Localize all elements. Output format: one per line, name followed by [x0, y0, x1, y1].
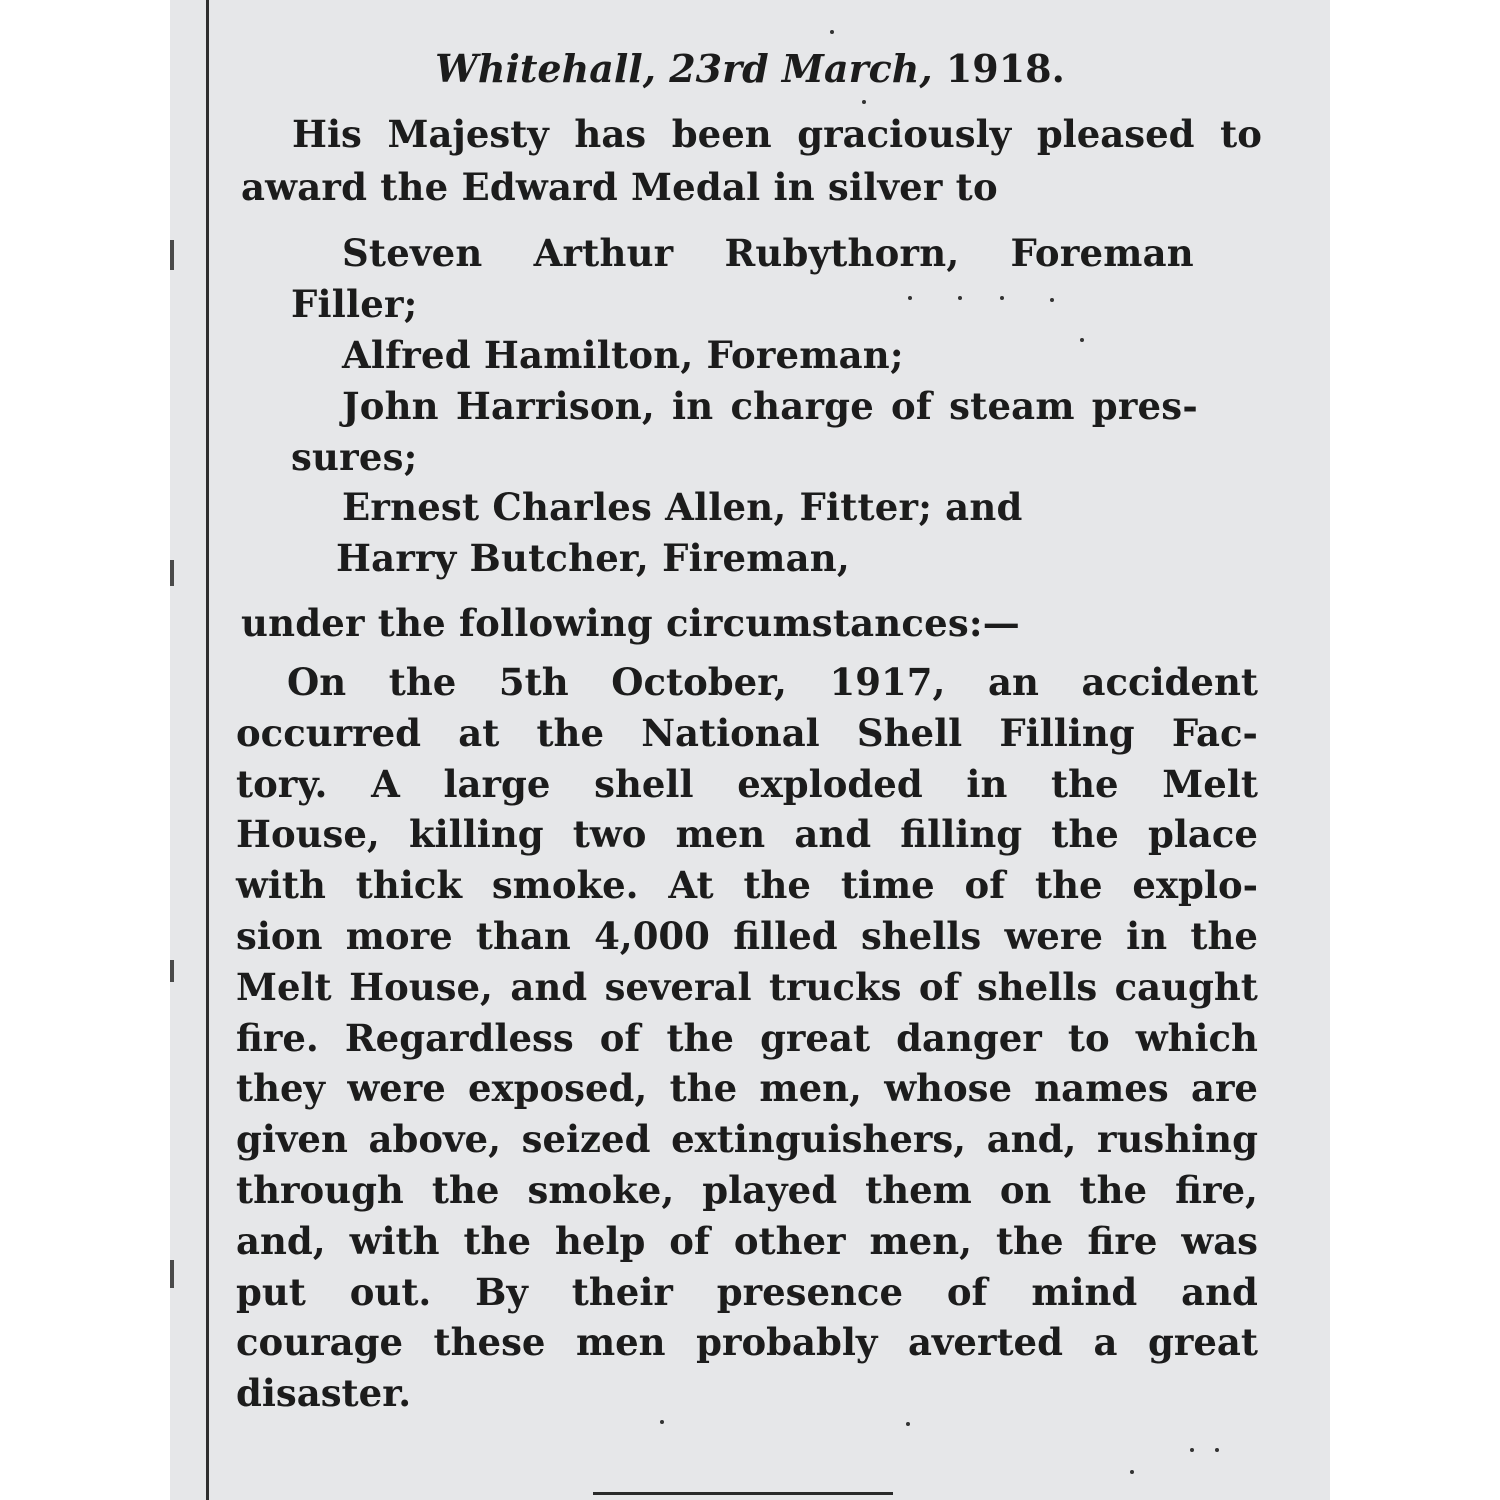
speck	[1080, 338, 1084, 342]
recipient-3: John Harrison, in charge of steam pres-	[342, 384, 1198, 428]
body-line: On the 5th October, 1917, an accident	[287, 660, 1258, 704]
scan-mark	[170, 560, 174, 586]
speck	[830, 30, 834, 34]
body-line: they were exposed, the men, whose names are	[236, 1066, 1258, 1111]
body-line: Melt House, and several trucks of shells caught	[236, 964, 1258, 1009]
speck	[1130, 1470, 1134, 1474]
body-line: with thick smoke. At the time of the explo-	[236, 863, 1258, 908]
speck	[1050, 298, 1054, 302]
intro-line-2: award the Edward Medal in silver to	[241, 165, 998, 209]
speck	[908, 296, 912, 300]
body-line: given above, seized extinguishers, and, rushing	[236, 1117, 1258, 1162]
body-line: courage these men probably averted a great	[236, 1320, 1258, 1365]
speck	[1000, 296, 1004, 300]
recipient-2: Alfred Hamilton, Foreman;	[342, 333, 904, 377]
speck	[906, 1422, 910, 1426]
speck	[862, 100, 866, 104]
recipient-3-cont: sures;	[291, 435, 418, 479]
circumstances-line: under the following circumstances:—	[241, 601, 1020, 645]
speck	[1190, 1448, 1194, 1452]
recipient-4: Ernest Charles Allen, Fitter; and	[342, 485, 1023, 529]
scan-mark	[170, 960, 174, 982]
column-rule	[206, 0, 209, 1500]
speck	[1215, 1448, 1219, 1452]
intro-line-1: His Majesty has been graciously pleased to	[292, 112, 1262, 156]
body-line: through the smoke, played them on the fire,	[236, 1168, 1258, 1212]
scan-mark	[170, 240, 174, 270]
dateline-date: 23rd March,	[669, 46, 933, 91]
speck	[958, 296, 962, 300]
body-line: disaster.	[236, 1371, 412, 1416]
dateline-year: 1918.	[945, 46, 1065, 91]
body-line: House, killing two men and filling the place	[236, 812, 1258, 857]
recipient-1-cont: Filler;	[291, 282, 418, 326]
body-line: and, with the help of other men, the fire was	[236, 1218, 1258, 1263]
bottom-rule	[593, 1492, 893, 1495]
recipient-5: Harry Butcher, Fireman,	[336, 536, 850, 580]
body-line: tory. A large shell exploded in the Melt	[236, 761, 1258, 806]
dateline-place: Whitehall,	[435, 46, 656, 91]
scan-mark	[170, 1260, 174, 1288]
body-line: occurred at the National Shell Filling Fac-	[236, 710, 1258, 755]
speck	[660, 1420, 664, 1424]
body-line: put out. By their presence of mind and	[236, 1269, 1258, 1314]
body-line: sion more than 4,000 filled shells were in the	[236, 914, 1258, 958]
dateline	[0, 46, 1500, 91]
recipient-1: Steven Arthur Rubythorn, Foreman	[342, 231, 1194, 275]
body-line: fire. Regardless of the great danger to which	[236, 1015, 1258, 1060]
